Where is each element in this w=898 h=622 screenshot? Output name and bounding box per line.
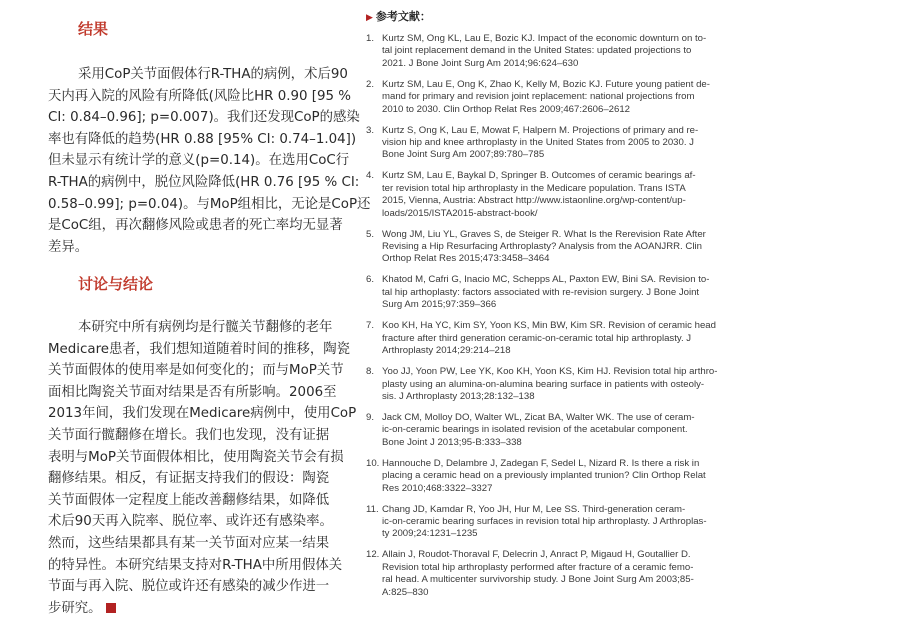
reference-text-line: 2015, Vienna, Austria: Abstract http://www.istaonline.org/wp-content/up-: [382, 195, 686, 207]
reference-item: [366, 503, 707, 541]
reference-item: [366, 457, 706, 495]
reference-text-line: Revising a Hip Resurfacing Arthroplasty? Analysis from the AOANJRR. Clin: [382, 241, 702, 253]
reference-text-line: ral head. A multicenter survivorship study. J Bone Joint Surg Am 2003;85-: [382, 574, 694, 586]
reference-text-line: Surg Am 2015;97:359–366: [382, 299, 497, 311]
discussion-paragraph-line: Medicare患者，我们想知道随着时间的推移，陶瓷: [48, 341, 351, 357]
reference-text: [382, 229, 706, 266]
reference-item: [366, 33, 707, 70]
results-paragraph-line: 差异。: [48, 239, 89, 255]
reference-text: [382, 366, 717, 403]
reference-item: [366, 170, 696, 220]
reference-text-line: Arthroplasty 2014;29:214–218: [382, 345, 511, 357]
reference-text-line: Khatod M, Cafri G, Inacio MC, Schepps AL, Paxton EW, Bini SA. Revision to-: [382, 274, 710, 286]
discussion-heading: 讨论与结论: [78, 275, 154, 293]
reference-number: 7.: [366, 320, 375, 332]
reference-number: 8.: [366, 366, 375, 378]
reference-item: [366, 124, 699, 162]
reference-number: 6.: [366, 274, 375, 286]
discussion-paragraph-line: 面相比陶瓷关节面对结果是否有所影响。2006至: [48, 384, 337, 400]
reference-text-line: 2021. J Bone Joint Surg Am 2014;96:624–630: [382, 57, 579, 69]
reference-text-line: Chang JD, Kamdar R, Yoo JH, Hur M, Lee SS. Third-generation ceram-: [382, 503, 686, 515]
discussion-paragraph-line: 的特异性。本研究结果支持对R-THA中所用假体关: [48, 557, 343, 573]
discussion-paragraph-line: 表明与MoP关节面假体相比，使用陶瓷关节会有损: [48, 449, 344, 465]
reference-text: [382, 33, 706, 70]
reference-text-line: Res 2010;468:3322–3327: [382, 482, 493, 494]
reference-text-line: Wong JM, Liu YL, Graves S, de Steiger R. What Is the Rerevision Rate After: [382, 228, 706, 240]
reference-text-line: ter revision total hip arthroplasty in the Medicare population. Trans ISTA: [382, 182, 686, 194]
reference-text: [382, 458, 706, 495]
discussion-paragraph-line: 2013年间，我们发现在Medicare病例中，使用CoP: [48, 406, 357, 422]
reference-text-line: Yoo JJ, Yoon PW, Lee YK, Koo KH, Yoon KS, Kim HJ. Revision total hip arthro-: [382, 366, 718, 378]
reference-text-line: Allain J, Roudot-Thoraval F, Delecrin J, Anract P, Migaud H, Goutallier D.: [382, 549, 691, 561]
reference-text-line: Kurtz SM, Lau E, Ong K, Zhao K, Kelly M, Bozic KJ. Future young patient de-: [382, 78, 710, 90]
discussion-paragraph-line: 节面与再入院、脱位或许还有感染的减少作进一: [48, 579, 330, 595]
reference-text-line: Bone Joint Surg Am 2007;89:780–785: [382, 149, 545, 161]
reference-text-line: loads/2015/ISTA2015-abstract-book/: [382, 207, 538, 219]
discussion-paragraph-line: 然而，这些结果都具有某一关节面对应某一结果: [48, 535, 330, 551]
reference-text: [382, 125, 698, 162]
reference-text-line: Jack CM, Molloy DO, Walter WL, Zicat BA, Walter WK. The use of ceram-: [382, 411, 695, 423]
reference-text-line: sis. J Arthroplasty 2013;28:132–138: [382, 390, 535, 402]
reference-item: [366, 320, 716, 357]
reference-item: [366, 411, 695, 449]
reference-text-line: Hannouche D, Delambre J, Zadegan F, Sedel L, Nizard R. Is there a risk in: [382, 457, 700, 469]
reference-text: [382, 412, 695, 449]
reference-text-line: plasty using an alumina-on-alumina bearing surface in patients with osteoly-: [382, 378, 705, 390]
discussion-paragraph-line: 翻修结果。相反，有证据支持我们的假设：陶瓷: [48, 471, 330, 487]
reference-text-line: ic-on-ceramic bearings in isolated revision of the acetabular component.: [382, 424, 688, 436]
reference-text: [382, 170, 696, 220]
reference-number: 2.: [366, 78, 375, 90]
results-paragraph-line: 是CoC组，再次翻修风险或患者的死亡率均无显著: [48, 218, 343, 234]
reference-text: [382, 504, 707, 541]
reference-text: [382, 320, 716, 357]
reference-text: [382, 549, 694, 599]
references-list: [366, 33, 718, 608]
reference-text-line: Orthop Relat Res 2015;473:3458–3464: [382, 253, 550, 265]
reference-text-line: Koo KH, Ha YC, Kim SY, Yoon KS, Min BW, Kim SR. Revision of ceramic head: [382, 320, 716, 332]
reference-text-line: Bone Joint J 2013;95-B:333–338: [382, 436, 522, 448]
discussion-paragraph-line: 本研究中所有病例均是行髋关节翻修的老年: [78, 320, 333, 335]
reference-number: 3.: [366, 124, 375, 136]
reference-text-line: vision hip and knee arthroplasty in the United States from 2005 to 2030. J: [382, 137, 694, 149]
reference-item: [366, 366, 718, 403]
discussion-paragraph-line: 关节面假体一定程度上能改善翻修结果，如降低: [48, 492, 330, 508]
reference-number: 11.: [366, 503, 379, 515]
reference-item: [366, 549, 694, 599]
discussion-paragraph-line: 关节面假体的使用率是如何变化的；而与MoP关节: [48, 363, 344, 379]
results-paragraph-line: 天内再入院的风险有所降低(风险比HR 0.90 [95 %: [48, 88, 352, 104]
results-heading: 结果: [78, 20, 109, 38]
reference-text-line: Revision total hip arthroplasty performed after fracture of a ceramic femo-: [382, 561, 694, 573]
discussion-paragraph-line: 关节面行髋翻修在增长。我们也发现，没有证据: [48, 427, 330, 443]
reference-item: [366, 78, 710, 116]
discussion-paragraph-line: 术后90天再入院率、脱位率、或许还有感染率。: [48, 514, 333, 530]
reference-text-line: placing a ceramic head on a previously implanted trunion? Clin Orthop Relat: [382, 470, 706, 482]
reference-text-line: mand for primary and revision joint replacement: national projections from: [382, 91, 695, 103]
discussion-paragraph: [48, 317, 357, 619]
reference-text-line: tal hip arthoplasty: factors associated with re-revision surgery. J Bone Joint: [382, 286, 700, 298]
results-paragraph-line: 0.58–0.99]; p=0.04)。与MoP组相比，无论是CoP还: [48, 196, 371, 212]
results-paragraph-line: 率也有降低的趋势(HR 0.88 [95% CI: 0.74–1.04]): [48, 131, 357, 147]
reference-number: 1.: [366, 33, 375, 44]
reference-number: 5.: [366, 228, 375, 240]
reference-text-line: Kurtz SM, Lau E, Baykal D, Springer B. Outcomes of ceramic bearings af-: [382, 170, 696, 182]
reference-text: [382, 79, 710, 116]
reference-text-line: Kurtz SM, Ong KL, Lau E, Bozic KJ. Impact of the economic downturn on to-: [382, 33, 707, 44]
reference-text-line: Kurtz S, Ong K, Lau E, Mowat F, Halpern M. Projections of primary and re-: [382, 124, 699, 136]
results-paragraph-line: 但未显示有统计学的意义(p=0.14)。在选用CoC行: [48, 153, 350, 169]
reference-number: 10.: [366, 457, 380, 469]
reference-number: 4.: [366, 170, 375, 182]
reference-text-line: A:825–830: [382, 586, 429, 598]
reference-text: [382, 274, 709, 311]
reference-text-line: ty 2009;24:1231–1235: [382, 528, 478, 540]
section-marker-icon: ▶: [366, 13, 373, 23]
reference-text-line: 2010 to 2030. Clin Orthop Relat Res 2009;467:2606–2612: [382, 103, 631, 115]
end-of-article-icon: [106, 603, 116, 613]
reference-item: [366, 228, 706, 266]
reference-text-line: fracture after third generation ceramic-on-ceramic total hip arthroplasty. J: [382, 332, 692, 344]
results-paragraph-line: R-THA的病例中，脱位风险降低(HR 0.76 [95 % CI:: [48, 174, 360, 190]
reference-text-line: ic-on-ceramic bearing surfaces in revision total hip arthroplasty. J Arthroplas-: [382, 515, 707, 527]
reference-item: [366, 274, 710, 311]
results-paragraph: [48, 64, 371, 258]
results-paragraph-line: CI: 0.84–0.96]; p=0.007)。我们还发现CoP的感染: [48, 110, 360, 126]
reference-number: 12.: [366, 549, 380, 561]
reference-text-line: tal joint replacement demand in the United States: updated projections to: [382, 45, 692, 57]
reference-number: 9.: [366, 411, 375, 423]
discussion-paragraph-line: 步研究。: [48, 598, 354, 620]
references-title: ▶ 参考文献：: [366, 10, 431, 23]
results-paragraph-line: 采用CoP关节面假体行R-THA的病例，术后90: [78, 67, 348, 82]
